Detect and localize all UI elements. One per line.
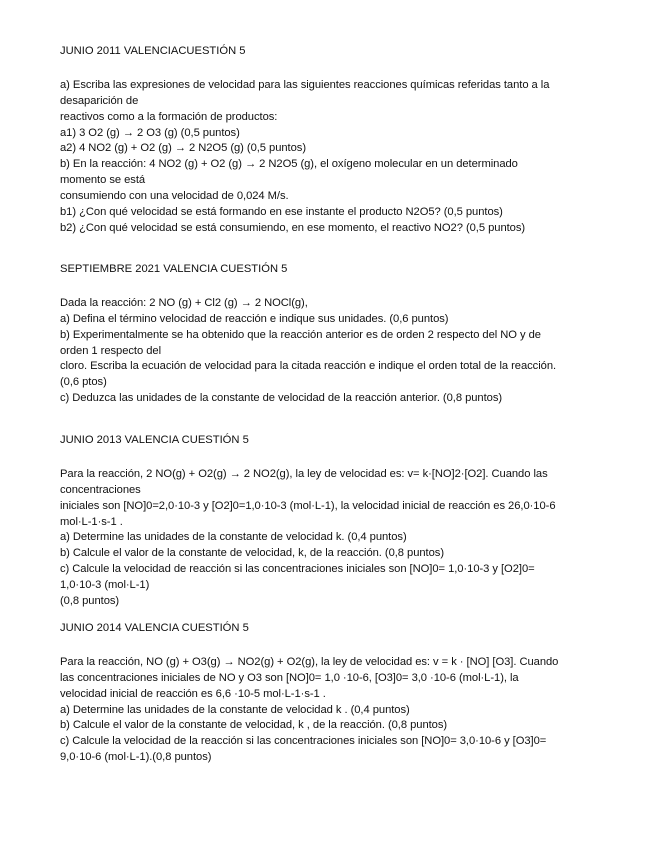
text-line: a) Escriba las expresiones de velocidad para las siguientes reacciones químicas referidas tanto a la: [60, 78, 550, 91]
text-line: (0,8 puntos): [60, 595, 120, 608]
text-line: (0,6 ptos): [60, 376, 107, 389]
section-heading: JUNIO 2013 VALENCIA CUESTIÓN 5: [60, 434, 249, 446]
text-line: Para la reacción, 2 NO(g) + O2(g) → 2 NO2(g), la ley de velocidad es: v= k·[NO]2·[O2]. Cuando las: [60, 467, 548, 480]
text-line: c) Calcule la velocidad de la reacción si las concentraciones iniciales son [NO]0= 3,0·10-6 y [O3]0=: [60, 735, 547, 748]
text-line: a1) 3 O2 (g) → 2 O3 (g) (0,5 puntos): [60, 126, 240, 139]
text-line: b) Experimentalmente se ha obtenido que la reacción anterior es de orden 2 respecto del NO y de: [60, 328, 541, 341]
text-line: c) Calcule la velocidad de reacción si las concentraciones iniciales son [NO]0= 1,0·10-3 y [O2]0=: [60, 563, 535, 576]
text-line: b1) ¿Con qué velocidad se está formando en ese instante el producto N2O5? (0,5 puntos): [60, 206, 503, 219]
text-line: 9,0·10-6 (mol·L-1).(0,8 puntos): [60, 751, 212, 764]
text-line: Para la reacción, NO (g) + O3(g) → NO2(g) + O2(g), la ley de velocidad es: v = k · [NO] [O3]. Cuando: [60, 655, 559, 668]
text-line: a) Defina el término velocidad de reacción e indique sus unidades. (0,6 puntos): [60, 312, 449, 325]
text-line: concentraciones: [60, 483, 141, 496]
text-line: reactivos como a la formación de productos:: [60, 110, 278, 123]
text-line: b) Calcule el valor de la constante de velocidad, k, de la reacción. (0,8 puntos): [60, 547, 445, 560]
text-line: 1,0·10-3 (mol·L-1): [60, 579, 150, 592]
text-line: mol·L-1·s-1 .: [60, 515, 123, 528]
text-line: iniciales son [NO]0=2,0·10-3 y [O2]0=1,0·10-3 (mol·L-1), la velocidad inicial de reacción es 26,0·10-6: [60, 499, 556, 512]
section-junio-2014: [60, 621, 625, 766]
text-line: consumiendo con una velocidad de 0,024 M/s.: [60, 190, 289, 203]
section-heading: JUNIO 2011 VALENCIACUESTIÓN 5: [60, 45, 246, 57]
text-line: cloro. Escriba la ecuación de velocidad para la citada reacción e indique el orden total de la reacción.: [60, 360, 557, 373]
text-line: momento se está: [60, 174, 146, 187]
text-line: Dada la reacción: 2 NO (g) + Cl2 (g) → 2 NOCl(g),: [60, 296, 308, 309]
text-line: a) Determine las unidades de la constante de velocidad k. (0,4 puntos): [60, 531, 407, 544]
text-line: b2) ¿Con qué velocidad se está consumiendo, en ese momento, el reactivo NO2? (0,5 puntos): [60, 221, 526, 234]
text-line: a) Determine las unidades de la constante de velocidad k . (0,4 puntos): [60, 703, 410, 716]
text-line: desaparición de: [60, 94, 139, 107]
text-line: las concentraciones iniciales de NO y O3 son [NO]0= 1,0 ·10-6, [O3]0= 3,0 ·10-6 (mol·L-1), la: [60, 671, 519, 684]
text-line: velocidad inicial de reacción es 6,6 ·10-5 mol·L-1·s-1 .: [60, 687, 326, 700]
text-line: b) En la reacción: 4 NO2 (g) + O2 (g) → 2 N2O5 (g), el oxígeno molecular en un determinado: [60, 158, 518, 171]
text-line: b) Calcule el valor de la constante de velocidad, k , de la reacción. (0,8 puntos): [60, 719, 448, 732]
text-line: c) Deduzca las unidades de la constante de velocidad de la reacción anterior. (0,8 puntos): [60, 392, 503, 405]
text-line: a2) 4 NO2 (g) + O2 (g) → 2 N2O5 (g) (0,5 puntos): [60, 142, 306, 155]
section-heading: JUNIO 2014 VALENCIA CUESTIÓN 5: [60, 622, 249, 634]
section-junio-2011: [60, 44, 625, 237]
section-septiembre-2021: [60, 262, 625, 407]
text-line: orden 1 respecto del: [60, 344, 161, 357]
section-heading: SEPTIEMBRE 2021 VALENCIA CUESTIÓN 5: [60, 263, 288, 275]
section-junio-2013: [60, 433, 625, 610]
